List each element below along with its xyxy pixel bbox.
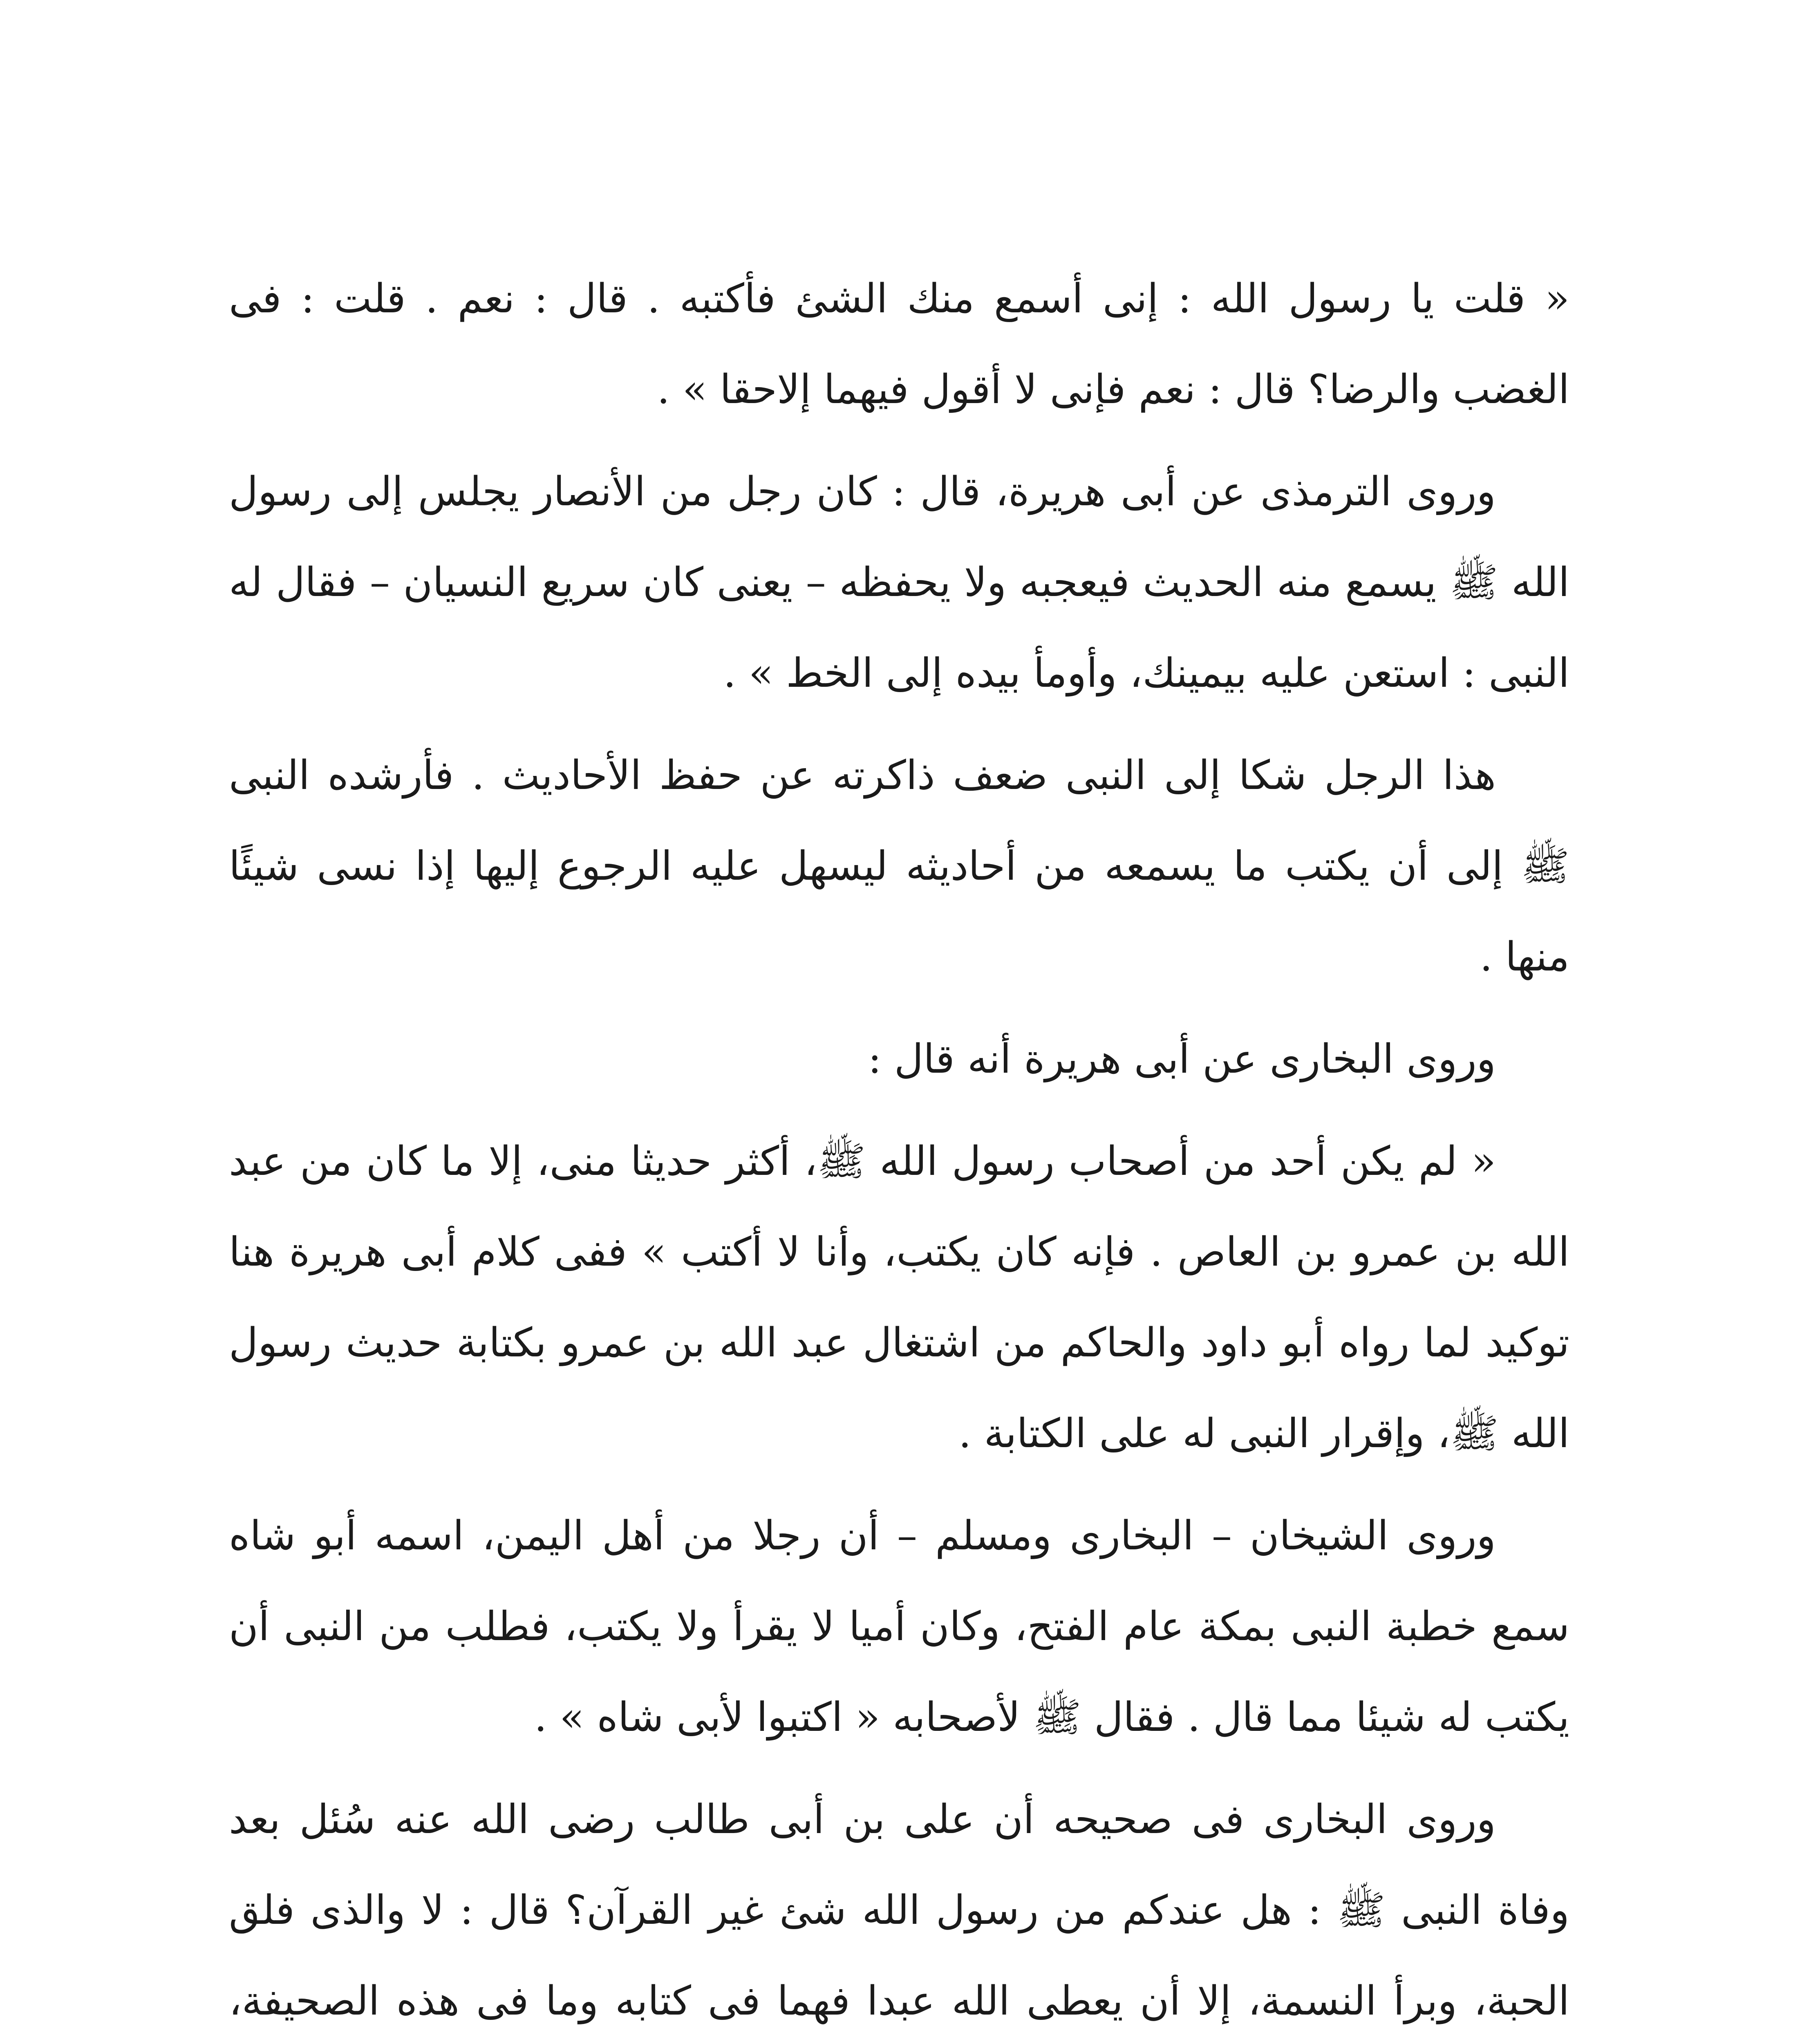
paragraph-tirmidhi: وروى الترمذى عن أبى هريرة، قال : كان رجل من الأنصار يجلس إلى رسول الله ﷺ يسمع منه الحديث فيعجبه ولا يحفظه – يعنى كان سريع النسيان – فقال له النبى : استعن عليه بيمينك، وأومأ بيده إلى الخط » . bbox=[229, 468, 1569, 697]
body-text bbox=[229, 253, 1569, 2044]
paragraph-sahifa: وروى البخارى فى صحيحه أن على بن أبى طالب رضى الله عنه سُئل بعد وفاة النبى ﷺ : هل عندكم من رسول الله شئ غير القرآن؟ قال : لا والذى فلق الحبة، وبرأ النسمة، إلا أن يعطى الله عبدا فهما فى كتابه وما فى هذه الصحيفة، bbox=[229, 1796, 1569, 2024]
paragraph-abu-hurayra-quote: « لم يكن أحد من أصحاب رسول الله ﷺ، أكثر حديثا منى، إلا ما كان من عبد الله بن عمرو بن العاص . فإنه كان يكتب، وأنا لا أكتب » ففى كلام أبى هريرة هنا توكيد لما رواه أبو داود والحاكم من اشتغال عبد الله بن عمرو بكتابة حديث رسول الله ﷺ، وإقرار النبى له على الكتابة . bbox=[229, 1138, 1569, 1457]
paragraph-bukhari-intro: وروى البخارى عن أبى هريرة أنه قال : bbox=[868, 1036, 1496, 1083]
paragraph-abu-shah: وروى الشيخان – البخارى ومسلم – أن رجلا من أهل اليمن، اسمه أبو شاه سمع خطبة النبى بمكة عام الفتح، وكان أميا لا يقرأ ولا يكتب، فطلب من النبى أن يكتب له شيئا مما قال . فقال ﷺ لأصحابه « اكتبوا لأبى شاه » . bbox=[229, 1513, 1569, 1741]
paragraph-quote-continuation: « قلت يا رسول الله : إنى أسمع منك الشئ فأكتبه . قال : نعم . قلت : فى الغضب والرضا؟ قال : نعم فإنى لا أقول فيهما إلاحقا » . bbox=[229, 276, 1569, 413]
paragraph-commentary: هذا الرجل شكا إلى النبى ضعف ذاكرته عن حفظ الأحاديث . فأرشده النبى ﷺ إلى أن يكتب ما يسمعه من أحاديثه ليسهل عليه الرجوع إليها إذا نسى شيئًا منها . bbox=[229, 752, 1569, 980]
